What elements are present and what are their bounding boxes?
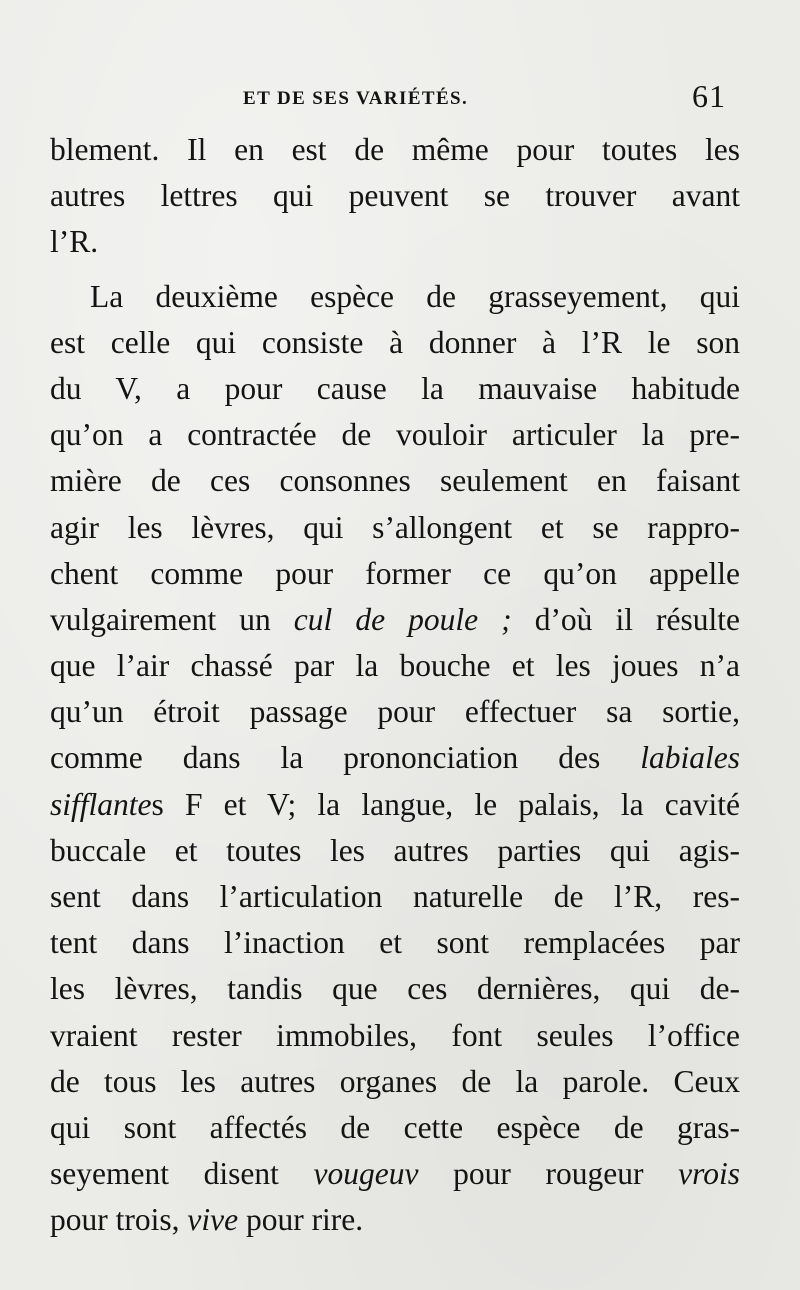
italic-phrase: labiales (640, 740, 740, 776)
running-head: ET DE SES VARIÉTÉS. (243, 88, 469, 109)
italic-phrase: vrois (678, 1156, 741, 1192)
text-line: du V, a pour cause la mauvaise habitude (50, 370, 740, 406)
text-line (50, 1151, 740, 1197)
text-segment: s F et V; la langue, le palais, la cavité (151, 786, 740, 822)
text-line: qu’on a contractée de vouloir articuler la pre- (50, 417, 740, 453)
italic-phrase: vougeuv (313, 1156, 419, 1192)
text-line: mière de ces consonnes seulement en faisant (50, 463, 740, 499)
text-line (50, 1197, 740, 1243)
text-line: qu’un étroit passage pour effectuer sa sortie, (50, 694, 740, 730)
text-line: est celle qui consiste à donner à l’R le son (50, 324, 740, 360)
text-line: chent comme pour former ce qu’on appelle (50, 555, 740, 591)
text-line: sent dans l’articulation naturelle de l’R, res- (50, 879, 740, 914)
text-line: vraient rester immobiles, font seules l’office (50, 1017, 740, 1053)
text-line: blement. Il en est de même pour toutes les (50, 132, 740, 167)
paragraph-gap (50, 266, 740, 274)
text-segment: pour trois, (50, 1202, 188, 1238)
italic-phrase: cul de poule ; (293, 601, 512, 637)
text-segment: d’où il résulte (511, 601, 740, 637)
text-segment: seyement disent (50, 1156, 314, 1192)
italic-phrase: sifflante (50, 786, 152, 822)
italic-phrase: vive (187, 1202, 239, 1238)
text-line: buccale et toutes les autres parties qui agis- (50, 832, 740, 868)
body-text (50, 127, 740, 1244)
text-line (50, 735, 740, 781)
text-line (50, 782, 740, 828)
page-header (0, 78, 800, 118)
text-line: tent dans l’inaction et sont remplacées par (50, 925, 740, 961)
text-line: autres lettres qui peuvent se trouver avant (50, 178, 740, 214)
text-segment: comme dans la prononciation des (50, 740, 641, 776)
text-line (50, 597, 740, 643)
text-segment: pour rougeur (418, 1156, 679, 1192)
text-line: La deuxième espèce de grasseyement, qui (90, 278, 740, 314)
text-line: qui sont affectés de cette espèce de gras- (50, 1109, 740, 1145)
paragraph-1 (50, 127, 740, 266)
text-line: de tous les autres organes de la parole. Ceux (50, 1063, 740, 1099)
page-number: 61 (692, 78, 726, 114)
paragraph-2 (50, 274, 740, 1244)
text-line: que l’air chassé par la bouche et les joues n’a (50, 648, 740, 684)
text-segment: vulgairement un (50, 601, 294, 637)
text-line: les lèvres, tandis que ces dernières, qui de- (50, 971, 740, 1007)
text-line: agir les lèvres, qui s’allongent et se rappro- (50, 509, 740, 545)
text-segment: pour rire. (238, 1202, 364, 1238)
text-line: l’R. (50, 224, 99, 260)
